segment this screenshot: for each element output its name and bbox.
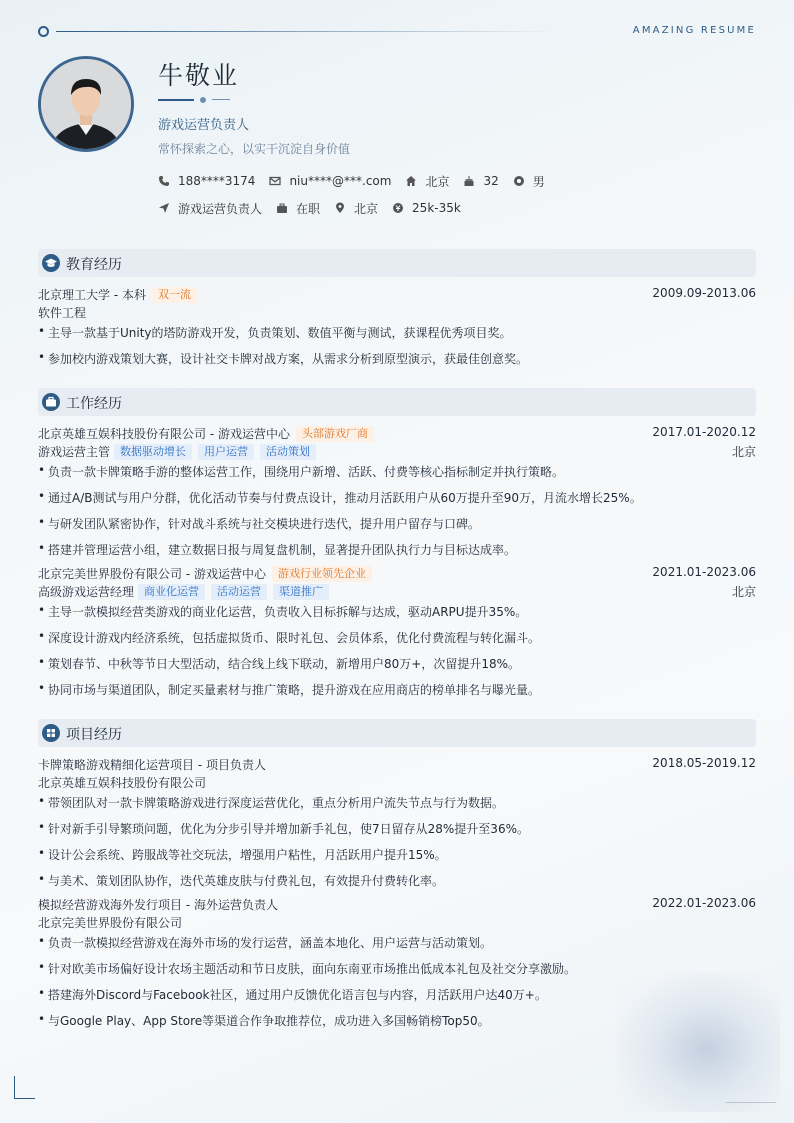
name-underline — [158, 96, 238, 104]
graduation-cap-icon — [42, 254, 60, 272]
list-item: • 与美术、策划团队协作，迭代英雄皮肤与付费礼包，有效提升付费转化率。 — [38, 872, 445, 888]
list-item: • 搭建海外Discord与Facebook社区，通过用户反馈优化语言包与内容，月活跃用户达40万+。 — [38, 986, 547, 1002]
job-position-row — [38, 583, 756, 601]
skill-tag: 活动运营 — [211, 584, 267, 600]
job-location: 北京 — [731, 445, 756, 459]
age-value: 32 — [483, 174, 499, 188]
brand-label: AMAZING RESUME — [632, 25, 756, 36]
full-name: 牛敬业 — [158, 61, 240, 90]
city-value: 北京 — [425, 174, 450, 189]
list-item: • 带领团队对一款卡牌策略游戏进行深度运营优化，重点分析用户流失节点与行为数据。 — [38, 794, 505, 810]
list-item: • 负责一款卡牌策略手游的整体运营工作，围绕用户新增、活跃、付费等核心指标制定并执行策略。 — [38, 463, 565, 479]
section-title: 工作经历 — [66, 396, 122, 412]
job-position-row — [38, 443, 756, 461]
list-item: • 与研发团队紧密协作，针对战斗系统与社交模块进行迭代，提升用户留存与口碑。 — [38, 515, 481, 531]
company-name: 北京英雄互娱科技股份有限公司 - 游戏运营中心 — [38, 427, 290, 441]
project-company: 北京完美世界股份有限公司 — [38, 916, 183, 930]
project-name: 模拟经营游戏海外发行项目 - 海外运营负责人 — [38, 898, 278, 912]
intent-city-item — [334, 200, 378, 217]
project-name: 卡牌策略游戏精细化运营项目 - 项目负责人 — [38, 758, 266, 772]
list-item: • 与Google Play、App Store等渠道合作争取推荐位，成功进入多国畅销榜Top50。 — [38, 1012, 490, 1028]
phone-item — [158, 174, 255, 188]
email-value: niu****@***.com — [289, 174, 392, 188]
work-section-header — [38, 388, 756, 416]
list-item: • 参加校内游戏策划大赛，设计社交卡牌对战方案，从需求分析到原型演示，获最佳创意奖。 — [38, 350, 529, 366]
job-title: 游戏运营负责人 — [158, 118, 250, 133]
school-name: 北京理工大学 - 本科 — [38, 288, 146, 302]
intent-job-item — [158, 200, 262, 217]
company-tag: 头部游戏厂商 — [296, 426, 374, 442]
motto: 常怀探索之心，以实干沉淀自身价值 — [158, 142, 351, 156]
job-location: 北京 — [731, 585, 756, 599]
gender-value: 男 — [532, 174, 545, 189]
project-section-header — [38, 719, 756, 747]
status-item — [276, 200, 320, 217]
project-header — [38, 756, 756, 774]
job-period: 2021.01-2023.06 — [652, 565, 756, 579]
company-name: 北京完美世界股份有限公司 - 游戏运营中心 — [38, 567, 266, 581]
major: 软件工程 — [38, 306, 87, 320]
city-item — [405, 173, 449, 190]
section-title: 项目经历 — [66, 727, 122, 743]
job-period: 2017.01-2020.12 — [652, 425, 756, 439]
project-header — [38, 896, 756, 914]
contact-row — [158, 172, 559, 190]
location-pin-icon — [334, 202, 346, 214]
project-period: 2018.05-2019.12 — [652, 756, 756, 770]
mail-icon — [269, 175, 281, 187]
decorative-blur — [616, 972, 780, 1112]
birthday-cake-icon — [463, 175, 475, 187]
list-item: • 搭建并管理运营小组，建立数据日报与周复盘机制，显著提升团队执行力与目标达成率。 — [38, 541, 517, 557]
intent-city-value: 北京 — [354, 201, 379, 216]
list-item: • 策划春节、中秋等节日大型活动，结合线上线下联动，新增用户80万+，次留提升18%。 — [38, 655, 520, 671]
list-item: • 主导一款模拟经营类游戏的商业化运营，负责收入目标拆解与达成，驱动ARPU提升35%。 — [38, 603, 528, 619]
status-value: 在职 — [296, 201, 321, 216]
education-section-header — [38, 249, 756, 277]
education-period: 2009.09-2013.06 — [652, 286, 756, 300]
list-item: • 针对欧美市场偏好设计农场主题活动和节日皮肤，面向东南亚市场推出低成本礼包及社交分享激励。 — [38, 960, 577, 976]
skill-tag: 活动策划 — [260, 444, 316, 460]
salary-value: 25k-35k — [412, 201, 461, 215]
education-entry-header — [38, 286, 756, 304]
skill-tag: 商业化运营 — [138, 584, 205, 600]
job-header — [38, 425, 756, 443]
phone-value: 188****3174 — [178, 174, 256, 188]
position-name: 高级游戏运营经理 — [38, 585, 135, 599]
list-item: • 针对新手引导繁琐问题，优化为分步引导并增加新手礼包，使7日留存从28%提升至36%。 — [38, 820, 529, 836]
skill-tag: 用户运营 — [198, 444, 254, 460]
skill-tag: 渠道推广 — [273, 584, 329, 600]
grid-icon — [42, 724, 60, 742]
job-intent-row — [158, 199, 475, 217]
email-item — [269, 174, 391, 188]
corner-ornament — [14, 1076, 35, 1099]
circle-ornament-icon — [38, 26, 49, 37]
age-item — [463, 174, 498, 188]
skill-tag: 数据驱动增长 — [114, 444, 192, 460]
project-period: 2022.01-2023.06 — [652, 896, 756, 910]
company-tag: 游戏行业领先企业 — [272, 566, 372, 582]
list-item: • 深度设计游戏内经济系统，包括虚拟货币、限时礼包、会员体系，优化付费流程与转化漏斗。 — [38, 629, 541, 645]
list-item: • 设计公会系统、跨服战等社交玩法，增强用户粘性，月活跃用户提升15%。 — [38, 846, 447, 862]
intent-job-value: 游戏运营负责人 — [178, 201, 263, 216]
person-photo-icon — [41, 59, 131, 149]
phone-icon — [158, 175, 170, 187]
gender-icon — [513, 175, 525, 187]
send-icon — [158, 202, 170, 214]
avatar — [38, 56, 134, 152]
briefcase-icon — [276, 202, 288, 214]
money-icon — [392, 202, 404, 214]
section-title: 教育经历 — [66, 257, 122, 273]
school-tag: 双一流 — [152, 287, 197, 303]
list-item: • 主导一款基于Unity的塔防游戏开发，负责策划、数值平衡与测试，获课程优秀项目奖。 — [38, 324, 512, 340]
salary-item — [392, 201, 461, 215]
job-header — [38, 565, 756, 583]
list-item: • 协同市场与渠道团队，制定买量素材与推广策略，提升游戏在应用商店的榜单排名与曝光量。 — [38, 681, 541, 697]
gender-item — [513, 173, 545, 190]
list-item: • 通过A/B测试与用户分群，优化活动节奏与付费点设计，推动月活跃用户从60万提升至90万，月流水增长25%。 — [38, 489, 642, 505]
header-divider — [56, 31, 556, 32]
footer-divider — [726, 1102, 776, 1103]
project-company: 北京英雄互娱科技股份有限公司 — [38, 776, 207, 790]
header-bar — [38, 26, 756, 38]
home-icon — [405, 175, 417, 187]
list-item: • 负责一款模拟经营游戏在海外市场的发行运营，涵盖本地化、用户运营与活动策划。 — [38, 934, 493, 950]
briefcase-icon — [42, 393, 60, 411]
position-name: 游戏运营主管 — [38, 445, 111, 459]
